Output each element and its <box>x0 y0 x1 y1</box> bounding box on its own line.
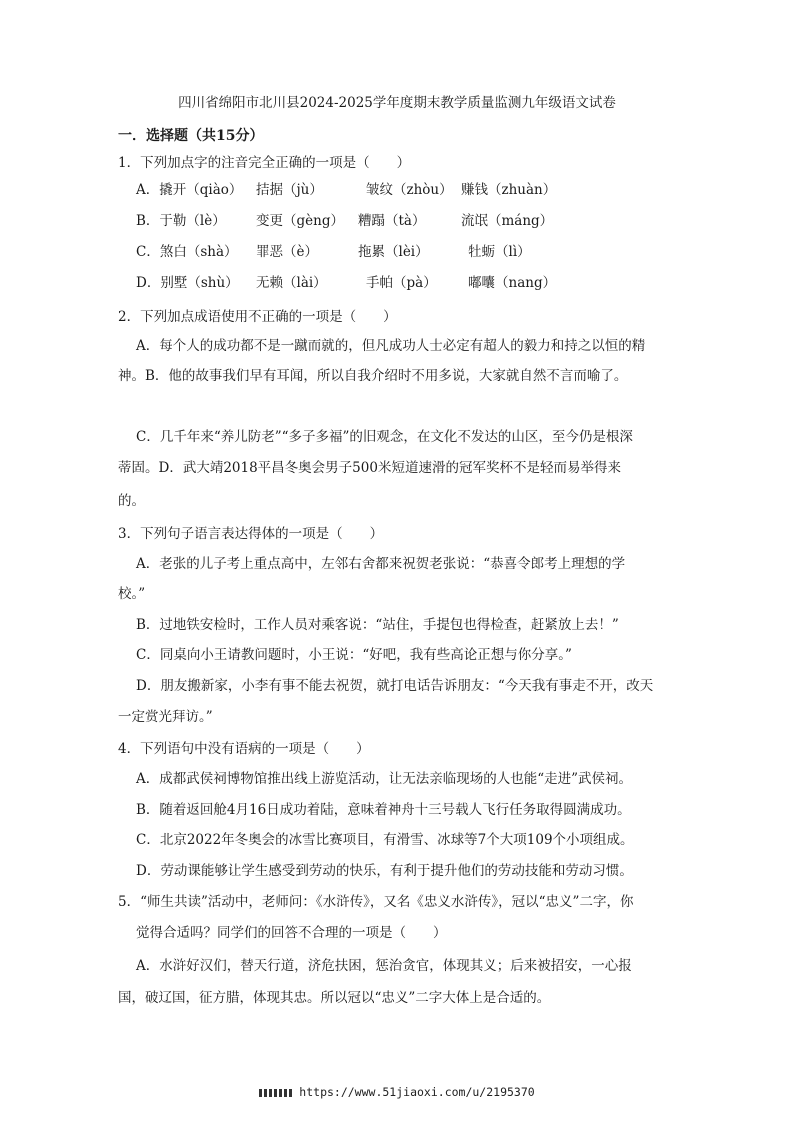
q1-option-d1: D．别墅（shù） <box>136 275 239 291</box>
question-1-stem: 1．下列加点字的注音完全正确的一项是（ ） <box>118 155 411 171</box>
q4-option-a: A．成都武侯祠博物馆推出线上游览活动，让无法亲临现场的人也能“走进”武侯祠。 <box>136 771 633 787</box>
q3-option-a-line-2: 校。” <box>118 586 146 602</box>
q4-option-b: B．随着返回舱4月16日成功着陆，意味着神舟十三号载人飞行任务取得圆满成功。 <box>136 802 631 818</box>
q1-option-a1: A．撬开（qiào） <box>136 182 243 198</box>
section-heading: 一．选择题（共15分） <box>118 128 264 144</box>
exam-title: 四川省绵阳市北川县2024-2025学年度期末教学质量监测九年级语文试卷 <box>178 95 616 111</box>
site-logo-icon <box>259 1089 293 1097</box>
q5-option-a-line-1: A．水浒好汉们，替天行道，济危扶困，惩治贪官，体现其义；后来被招安，一心报 <box>136 958 632 974</box>
question-4-stem: 4．下列语句中没有语病的一项是（ ） <box>118 741 370 757</box>
question-2-stem: 2．下列加点成语使用不正确的一项是（ ） <box>118 309 397 325</box>
q1-option-d3: 手帕（pà） <box>366 275 437 291</box>
q3-option-a-line-1: A．老张的儿子考上重点高中，左邻右舍都来祝贺老张说：“恭喜令郎考上理想的学 <box>136 556 626 572</box>
q4-option-c: C．北京2022年冬奥会的冰雪比赛项目，有滑雪、冰球等7个大项109个小项组成。 <box>136 832 634 848</box>
q1-option-a2: 拮据（jù） <box>256 182 323 198</box>
question-5-stem-line-1: 5．“师生共读”活动中，老师问：《水浒传》，又名《忠义水浒传》，冠以“忠义”二字，你 <box>118 894 634 910</box>
q4-option-d: D．劳动课能够让学生感受到劳动的快乐，有利于提升他们的劳动技能和劳动习惯。 <box>136 863 633 879</box>
q1-option-b2: 变更（gèng） <box>256 213 344 229</box>
q1-option-d2: 无赖（lài） <box>256 275 327 291</box>
q1-option-c4: 牡蛎（lì） <box>468 244 531 260</box>
footer-url[interactable]: https://www.51jiaoxi.com/u/2195370 <box>299 1085 535 1099</box>
q3-option-c: C．同桌向小王请教问题时，小王说：“好吧，我有些高论正想与你分享。” <box>136 647 572 663</box>
footer-link-row <box>0 1085 794 1099</box>
q2-line-1: A．每个人的成功都不是一蹴而就的，但凡成功人士必定有超人的毅力和持之以恒的精 <box>136 338 646 354</box>
q3-option-b: B．过地铁安检时，工作人员对乘客说：“站住，手提包也得检查，赶紧放上去！” <box>136 617 619 633</box>
q1-option-b1: B．于勒（lè） <box>136 213 226 229</box>
question-5-stem-line-2: 觉得合适吗？同学们的回答不合理的一项是（ ） <box>136 925 447 941</box>
q1-option-c3: 拖累（lèi） <box>358 244 429 260</box>
q3-option-d-line-2: 一定赏光拜访。” <box>118 709 213 725</box>
q2-line-2: 神。B．他的故事我们早有耳闻，所以自我介绍时不用多说，大家就自然不言而喻了。 <box>118 368 628 384</box>
q1-option-a4: 赚钱（zhuàn） <box>461 182 557 198</box>
q2-line-4: 蒂固。D．武大靖2018平昌冬奥会男子500米短道速滑的冠军奖杯不是轻而易举得来 <box>118 460 621 476</box>
q5-option-a-line-2: 国，破辽国，征方腊，体现其忠。所以冠以“忠义”二字大体上是合适的。 <box>118 990 551 1006</box>
q1-option-a3: 皱纹（zhòu） <box>366 182 453 198</box>
question-3-stem: 3．下列句子语言表达得体的一项是（ ） <box>118 526 384 542</box>
q1-option-c2: 罪恶（è） <box>256 244 318 260</box>
q2-line-5: 的。 <box>118 493 145 509</box>
q1-option-b4: 流氓（máng） <box>461 213 554 229</box>
q1-option-c1: C．煞白（shà） <box>136 244 238 260</box>
q3-option-d-line-1: D．朋友搬新家，小李有事不能去祝贺，就打电话告诉朋友：“今天我有事走不开，改天 <box>136 678 654 694</box>
q1-option-b3: 糟蹋（tà） <box>358 213 426 229</box>
q1-option-d4: 嘟囔（nang） <box>468 275 557 291</box>
q2-line-3: C．几千年来“养儿防老”“多子多福”的旧观念，在文化不发达的山区，至今仍是根深 <box>136 429 633 445</box>
